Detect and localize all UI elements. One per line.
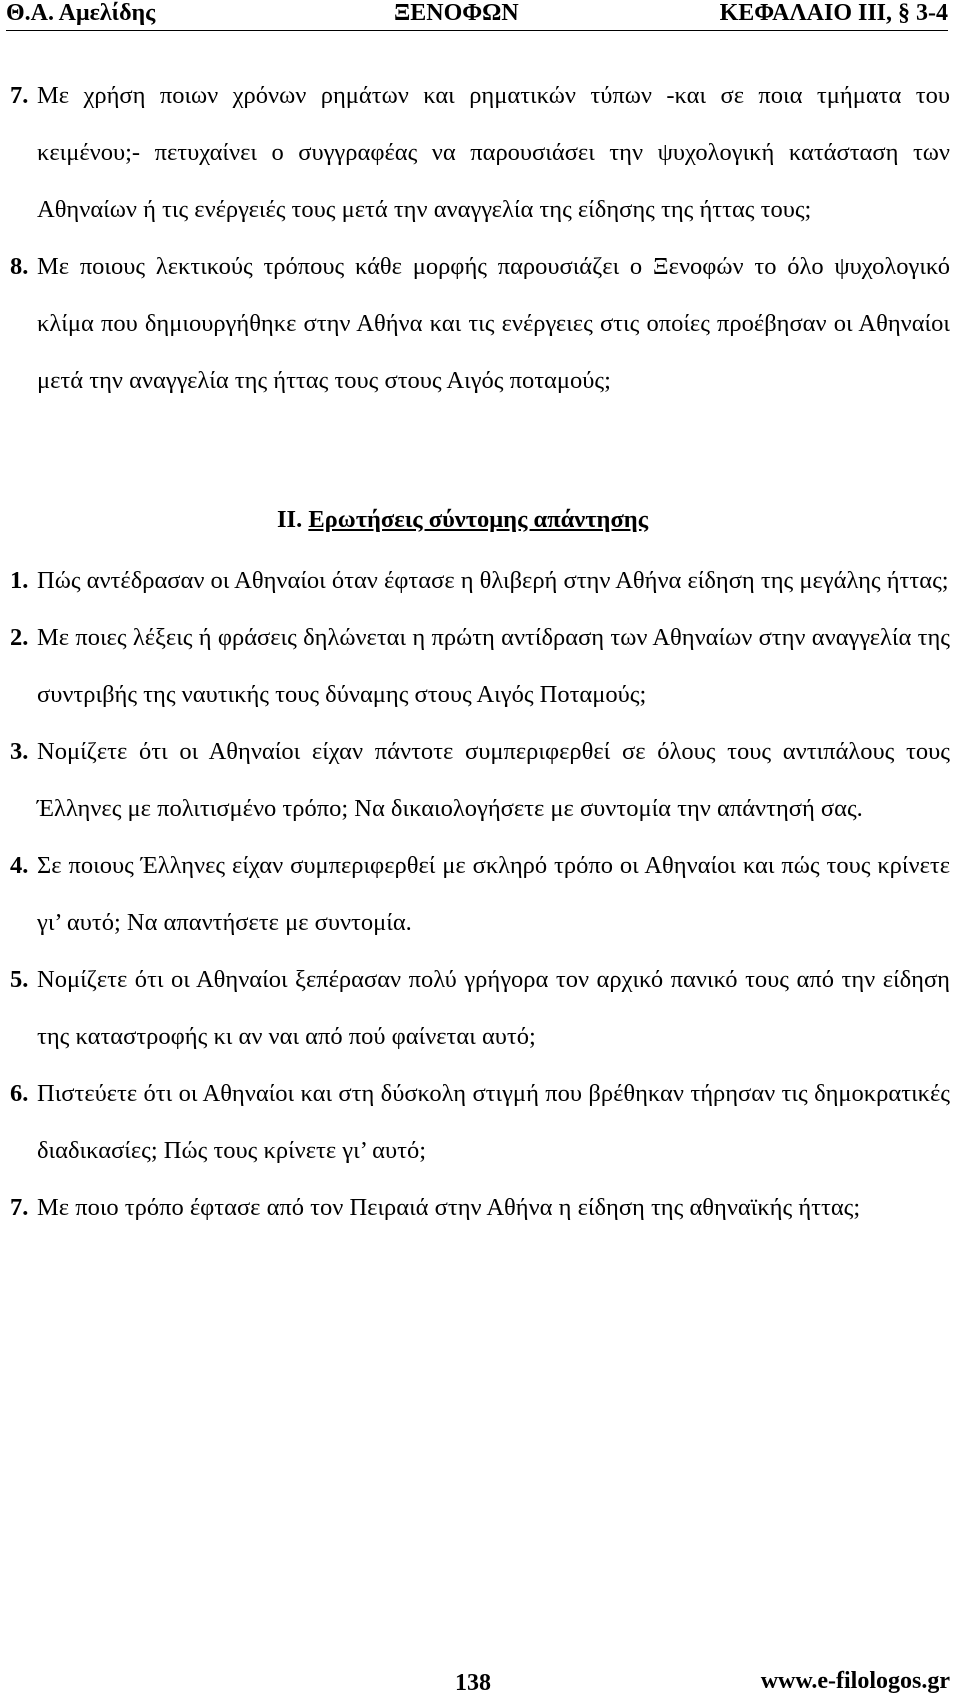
section-heading [10,491,950,548]
question-item [10,723,950,837]
question-text: Σε ποιους Έλληνες είχαν συμπεριφερθεί με σκληρό τρόπο οι Αθηναίοι και πώς τους κρίνετε γι’ αυτό; Να απαντήσετε με συντομία. [37,852,950,936]
question-text: Νομίζετε ότι οι Αθηναίοι ξεπέρασαν πολύ γρήγορα τον αρχικό πανικό τους από την είδηση της καταστροφής κι αν ναι από πού φαίνεται αυτό; [37,966,950,1050]
question-text: Με ποιο τρόπο έφτασε από τον Πειραιά στην Αθήνα η είδηση της αθηναϊκής ήττας; [37,1194,861,1221]
page-number: 138 [455,1670,491,1696]
question-number: 2. [10,624,29,651]
question-text: Πιστεύετε ότι οι Αθηναίοι και στη δύσκολη στιγμή που βρέθηκαν τήρησαν τις δημοκρατικές διαδικασίες; Πώς τους κρίνετε γι’ αυτό; [37,1080,950,1164]
question-text: Πώς αντέδρασαν οι Αθηναίοι όταν έφτασε η θλιβερή στην Αθήνα είδηση της μεγάλης ήττας; [37,567,949,594]
question-number: 3. [10,738,29,765]
question-item [10,1179,950,1236]
question-text: Με ποιες λέξεις ή φράσεις δηλώνεται η πρώτη αντίδραση των Αθηναίων στην αναγγελία της συντριβής της ναυτικής τους δύναμης στους Αιγός Ποταμούς; [37,624,950,708]
page-header [6,0,948,31]
question-item [10,1065,950,1179]
header-chapter: ΚΕΦΑΛΑΙΟ ΙΙΙ, § 3-4 [719,0,948,26]
question-item [10,951,950,1065]
section-title: Ερωτήσεις σύντομης απάντησης [308,506,649,533]
question-text: Με χρήση ποιων χρόνων ρημάτων και ρηματικών τύπων -και σε ποια τμήματα του κειμένου;- πετυχαίνει ο συγγραφέας να παρουσιάσει την ψυχολογική κατάσταση των Αθηναίων ή τις ενέργειές τους μετά την αναγγελία της είδησης της ήττας τους; [37,82,950,223]
question-item [10,837,950,951]
question-text: Με ποιους λεκτικούς τρόπους κάθε μορφής παρουσιάζει ο Ξενοφών το όλο ψυχολογικό κλίμα που δημιουργήθηκε στην Αθήνα και τις ενέργειες στις οποίες προέβησαν οι Αθηναίοι μετά την αναγγελία της ήττας τους στους Αιγός ποταμούς; [37,253,950,394]
question-number: 6. [10,1080,29,1107]
header-author: Θ.Α. Αμελίδης [6,0,156,26]
page-content [10,67,950,1236]
question-text: Νομίζετε ότι οι Αθηναίοι είχαν πάντοτε συμπεριφερθεί σε όλους τους αντιπάλους τους Έλληνες με πολιτισμένο τρόπο; Να δικαιολογήσετε με συντομία την απάντησή σας. [37,738,950,822]
header-work-title: ΞΕΝΟΦΩΝ [394,0,519,26]
question-number: 4. [10,852,29,879]
question-item [10,609,950,723]
question-item [10,67,950,238]
question-number: 7. [10,1194,29,1221]
question-number: 1. [10,567,29,594]
section-numeral: ΙΙ. [277,506,303,533]
footer-website: www.e-filologos.gr [760,1668,950,1694]
question-item [10,238,950,409]
question-number: 5. [10,966,29,993]
question-number: 7. [10,82,29,109]
question-number: 8. [10,253,29,280]
question-item [10,552,950,609]
